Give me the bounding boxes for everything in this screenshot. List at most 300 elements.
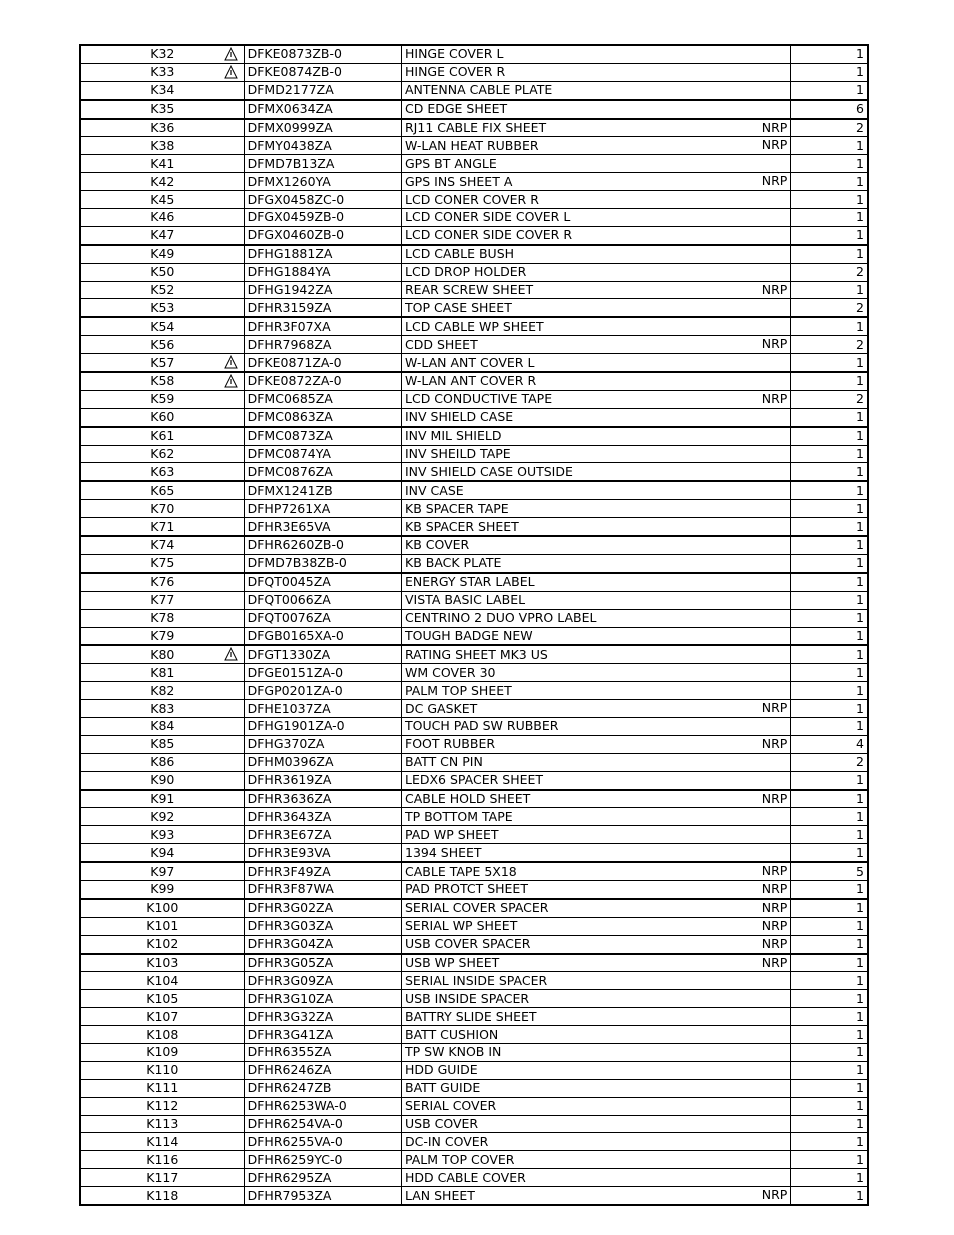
part-number: DFHR3E67ZA <box>244 826 401 844</box>
table-row <box>80 1008 868 1026</box>
quantity: 1 <box>791 1187 868 1205</box>
ref-cell <box>80 1079 244 1097</box>
part-description: INV MIL SHIELD <box>405 428 502 444</box>
quantity: 1 <box>791 954 868 972</box>
part-description: GPS BT ANGLE <box>405 155 497 171</box>
description-cell <box>402 664 791 682</box>
part-number: DFHR3G05ZA <box>244 954 401 972</box>
quantity: 1 <box>791 427 868 445</box>
ref-number: K111 <box>146 1080 179 1096</box>
table-row <box>80 862 868 880</box>
ref-number: K78 <box>150 610 175 626</box>
part-description: DC GASKET <box>405 700 478 716</box>
ref-cell <box>80 209 244 227</box>
part-number: DFGP0201ZA-0 <box>244 682 401 700</box>
table-row <box>80 826 868 844</box>
table-row <box>80 1061 868 1079</box>
description-cell <box>402 281 791 299</box>
quantity: 1 <box>791 536 868 554</box>
quantity: 1 <box>791 137 868 155</box>
part-description: ENERGY STAR LABEL <box>405 574 535 590</box>
nrp-flag: NRP <box>761 790 788 806</box>
quantity: 1 <box>791 917 868 935</box>
part-description: CABLE TAPE 5X18 <box>405 863 517 879</box>
part-description: W-LAN HEAT RUBBER <box>405 137 539 153</box>
description-cell <box>402 844 791 862</box>
ref-cell <box>80 717 244 735</box>
table-row <box>80 609 868 627</box>
part-number: DFKE0874ZB-0 <box>244 63 401 81</box>
table-row <box>80 935 868 953</box>
quantity: 1 <box>791 408 868 426</box>
description-cell <box>402 100 791 119</box>
table-row <box>80 63 868 81</box>
ref-number: K56 <box>150 336 175 352</box>
part-number: DFHR7953ZA <box>244 1187 401 1205</box>
part-description: BATTRY SLIDE SHEET <box>405 1008 537 1024</box>
part-number: DFHR6260ZB-0 <box>244 536 401 554</box>
description-cell <box>402 790 791 808</box>
description-cell <box>402 808 791 826</box>
ref-number: K63 <box>150 463 175 479</box>
description-cell <box>402 354 791 372</box>
part-description: PALM TOP SHEET <box>405 682 512 698</box>
description-cell <box>402 899 791 917</box>
part-description: LCD CONDUCTIVE TAPE <box>405 391 553 407</box>
part-description: USB WP SHEET <box>405 954 500 970</box>
description-cell <box>402 591 791 609</box>
quantity: 1 <box>791 226 868 244</box>
description-cell <box>402 717 791 735</box>
ref-cell <box>80 1026 244 1044</box>
nrp-flag: NRP <box>761 954 788 970</box>
ref-cell <box>80 336 244 354</box>
quantity: 1 <box>791 317 868 335</box>
part-number: DFHR6253WA-0 <box>244 1097 401 1115</box>
ref-number: K54 <box>150 318 175 334</box>
table-row <box>80 972 868 990</box>
description-cell <box>402 862 791 880</box>
table-row <box>80 155 868 173</box>
part-number: DFMD2177ZA <box>244 81 401 99</box>
description-cell <box>402 935 791 953</box>
ref-number: K38 <box>150 137 175 153</box>
table-row <box>80 664 868 682</box>
quantity: 1 <box>791 554 868 572</box>
ref-cell <box>80 1151 244 1169</box>
ref-number: K104 <box>146 972 179 988</box>
ref-number: K35 <box>150 101 175 117</box>
ref-cell <box>80 100 244 119</box>
ref-number: K82 <box>150 682 175 698</box>
description-cell <box>402 463 791 481</box>
table-row <box>80 281 868 299</box>
quantity: 1 <box>791 1026 868 1044</box>
ref-number: K107 <box>146 1008 179 1024</box>
part-number: DFHR7968ZA <box>244 336 401 354</box>
part-number: DFGX0458ZC-0 <box>244 191 401 209</box>
ref-number: K113 <box>146 1115 179 1131</box>
ref-cell <box>80 299 244 317</box>
part-description: HINGE COVER L <box>405 46 504 62</box>
ref-number: K32 <box>150 46 175 62</box>
ref-number: K70 <box>150 500 175 516</box>
table-row <box>80 899 868 917</box>
part-description: LCD CABLE WP SHEET <box>405 318 544 334</box>
nrp-flag: NRP <box>761 281 788 297</box>
part-description: 1394 SHEET <box>405 844 482 860</box>
quantity: 1 <box>791 191 868 209</box>
ref-cell <box>80 735 244 753</box>
ref-cell <box>80 990 244 1008</box>
ref-number: K99 <box>150 881 175 897</box>
description-cell <box>402 1115 791 1133</box>
table-row <box>80 954 868 972</box>
description-cell <box>402 481 791 499</box>
table-row <box>80 627 868 645</box>
part-description: FOOT RUBBER <box>405 736 496 752</box>
part-description: W-LAN ANT COVER L <box>405 354 535 370</box>
part-description: BATT CUSHION <box>405 1026 499 1042</box>
part-description: SERIAL INSIDE SPACER <box>405 972 548 988</box>
ref-cell <box>80 1061 244 1079</box>
table-row <box>80 1043 868 1061</box>
part-number: DFHR3E93VA <box>244 844 401 862</box>
quantity: 1 <box>791 682 868 700</box>
part-description: SERIAL COVER <box>405 1098 497 1114</box>
nrp-flag: NRP <box>761 1187 788 1203</box>
part-description: W-LAN ANT COVER R <box>405 373 537 389</box>
part-description: REAR SCREW SHEET <box>405 282 534 298</box>
part-number: DFGB0165XA-0 <box>244 627 401 645</box>
part-description: WM COVER 30 <box>405 664 496 680</box>
ref-cell <box>80 1187 244 1205</box>
part-description: USB INSIDE SPACER <box>405 990 530 1006</box>
description-cell <box>402 1133 791 1151</box>
part-number: DFMC0874YA <box>244 445 401 463</box>
ref-number: K58 <box>150 373 175 389</box>
table-row <box>80 771 868 789</box>
table-row <box>80 518 868 536</box>
quantity: 1 <box>791 990 868 1008</box>
description-cell <box>402 209 791 227</box>
table-row <box>80 1133 868 1151</box>
ref-number: K49 <box>150 246 175 262</box>
description-cell <box>402 954 791 972</box>
description-cell <box>402 1187 791 1205</box>
nrp-flag: NRP <box>761 880 788 896</box>
ref-number: K42 <box>150 173 175 189</box>
description-cell <box>402 1026 791 1044</box>
ref-cell <box>80 972 244 990</box>
ref-cell <box>80 1115 244 1133</box>
table-row <box>80 209 868 227</box>
part-description: SERIAL COVER SPACER <box>405 900 549 916</box>
table-row <box>80 137 868 155</box>
part-number: DFKE0872ZA-0 <box>244 372 401 390</box>
part-description: CENTRINO 2 DUO VPRO LABEL <box>405 610 597 626</box>
table-row <box>80 100 868 119</box>
ref-number: K34 <box>150 82 175 98</box>
table-row <box>80 500 868 518</box>
part-description: LEDX6 SPACER SHEET <box>405 772 544 788</box>
part-number: DFMX0634ZA <box>244 100 401 119</box>
part-number: DFHR3G32ZA <box>244 1008 401 1026</box>
part-description: GPS INS SHEET A <box>405 173 513 189</box>
quantity: 1 <box>791 627 868 645</box>
quantity: 1 <box>791 808 868 826</box>
ref-number: K117 <box>146 1169 179 1185</box>
description-cell <box>402 1169 791 1187</box>
ref-number: K101 <box>146 918 179 934</box>
description-cell <box>402 826 791 844</box>
part-description: TOUCH PAD SW RUBBER <box>405 718 559 734</box>
part-number: DFMX0999ZA <box>244 119 401 137</box>
ref-cell <box>80 899 244 917</box>
description-cell <box>402 137 791 155</box>
quantity: 1 <box>791 899 868 917</box>
part-number: DFKE0873ZB-0 <box>244 45 401 63</box>
ref-number: K112 <box>146 1098 179 1114</box>
ref-cell <box>80 481 244 499</box>
table-row <box>80 573 868 591</box>
quantity: 1 <box>791 880 868 898</box>
part-description: LCD CONER SIDE COVER L <box>405 209 571 225</box>
table-row <box>80 735 868 753</box>
part-number: DFHR3636ZA <box>244 790 401 808</box>
warning-triangle-icon <box>224 647 238 661</box>
table-row <box>80 591 868 609</box>
part-description: HINGE COVER R <box>405 64 506 80</box>
table-row <box>80 880 868 898</box>
quantity: 1 <box>791 354 868 372</box>
ref-cell <box>80 1133 244 1151</box>
description-cell <box>402 63 791 81</box>
quantity: 1 <box>791 573 868 591</box>
table-row <box>80 408 868 426</box>
description-cell <box>402 735 791 753</box>
description-cell <box>402 990 791 1008</box>
ref-cell <box>80 771 244 789</box>
ref-number: K45 <box>150 191 175 207</box>
ref-cell <box>80 645 244 663</box>
description-cell <box>402 427 791 445</box>
description-cell <box>402 245 791 263</box>
ref-number: K83 <box>150 700 175 716</box>
part-description: BATT CN PIN <box>405 754 483 770</box>
description-cell <box>402 500 791 518</box>
part-description: TOP CASE SHEET <box>405 299 512 315</box>
part-number: DFHR6246ZA <box>244 1061 401 1079</box>
part-number: DFMC0863ZA <box>244 408 401 426</box>
table-row <box>80 536 868 554</box>
ref-number: K77 <box>150 592 175 608</box>
ref-cell <box>80 844 244 862</box>
part-number: DFQT0066ZA <box>244 591 401 609</box>
ref-number: K114 <box>146 1133 179 1149</box>
ref-number: K103 <box>146 954 179 970</box>
ref-cell <box>80 226 244 244</box>
ref-cell <box>80 354 244 372</box>
part-description: KB SPACER TAPE <box>405 500 509 516</box>
ref-number: K79 <box>150 627 175 643</box>
ref-cell <box>80 880 244 898</box>
table-row <box>80 1187 868 1205</box>
ref-cell <box>80 119 244 137</box>
quantity: 1 <box>791 155 868 173</box>
ref-cell <box>80 1169 244 1187</box>
quantity: 1 <box>791 518 868 536</box>
ref-cell <box>80 591 244 609</box>
table-row <box>80 1097 868 1115</box>
table-row <box>80 645 868 663</box>
warning-triangle-icon <box>224 65 238 79</box>
ref-number: K74 <box>150 537 175 553</box>
table-row <box>80 717 868 735</box>
quantity: 2 <box>791 263 868 281</box>
table-row <box>80 119 868 137</box>
part-description: PAD WP SHEET <box>405 826 499 842</box>
ref-cell <box>80 609 244 627</box>
part-number: DFMD7B13ZA <box>244 155 401 173</box>
part-number: DFGX0459ZB-0 <box>244 209 401 227</box>
quantity: 4 <box>791 735 868 753</box>
table-row <box>80 481 868 499</box>
ref-number: K50 <box>150 264 175 280</box>
ref-cell <box>80 808 244 826</box>
ref-cell <box>80 935 244 953</box>
quantity: 1 <box>791 1169 868 1187</box>
quantity: 1 <box>791 1061 868 1079</box>
table-row <box>80 554 868 572</box>
part-description: VISTA BASIC LABEL <box>405 592 526 608</box>
part-number: DFHR3G09ZA <box>244 972 401 990</box>
ref-cell <box>80 81 244 99</box>
nrp-flag: NRP <box>761 119 788 135</box>
part-number: DFHG1901ZA-0 <box>244 717 401 735</box>
quantity: 2 <box>791 753 868 771</box>
ref-cell <box>80 137 244 155</box>
table-row <box>80 753 868 771</box>
table-row <box>80 317 868 335</box>
part-description: KB BACK PLATE <box>405 555 502 571</box>
table-row <box>80 427 868 445</box>
nrp-flag: NRP <box>761 137 788 153</box>
ref-number: K118 <box>146 1187 179 1203</box>
part-description: INV SHIELD CASE <box>405 409 514 425</box>
ref-cell <box>80 1008 244 1026</box>
ref-cell <box>80 862 244 880</box>
ref-cell <box>80 500 244 518</box>
quantity: 5 <box>791 862 868 880</box>
ref-cell <box>80 263 244 281</box>
ref-cell <box>80 682 244 700</box>
description-cell <box>402 155 791 173</box>
description-cell <box>402 1097 791 1115</box>
ref-number: K94 <box>150 844 175 860</box>
ref-number: K86 <box>150 754 175 770</box>
table-row <box>80 263 868 281</box>
table-row <box>80 844 868 862</box>
ref-cell <box>80 281 244 299</box>
description-cell <box>402 408 791 426</box>
table-row <box>80 1026 868 1044</box>
part-number: DFKE0871ZA-0 <box>244 354 401 372</box>
part-description: INV SHIELD CASE OUTSIDE <box>405 463 573 479</box>
ref-number: K97 <box>150 863 175 879</box>
quantity: 2 <box>791 119 868 137</box>
ref-number: K71 <box>150 518 175 534</box>
part-description: INV CASE <box>405 482 464 498</box>
quantity: 1 <box>791 245 868 263</box>
quantity: 1 <box>791 972 868 990</box>
ref-number: K84 <box>150 718 175 734</box>
description-cell <box>402 645 791 663</box>
quantity: 1 <box>791 664 868 682</box>
part-number: DFHR3G03ZA <box>244 917 401 935</box>
part-number: DFHR3G41ZA <box>244 1026 401 1044</box>
quantity: 2 <box>791 336 868 354</box>
quantity: 1 <box>791 445 868 463</box>
part-number: DFHR3643ZA <box>244 808 401 826</box>
ref-number: K52 <box>150 282 175 298</box>
quantity: 1 <box>791 63 868 81</box>
part-description: TOUGH BADGE NEW <box>405 627 533 643</box>
nrp-flag: NRP <box>761 935 788 951</box>
ref-number: K75 <box>150 555 175 571</box>
quantity: 1 <box>791 281 868 299</box>
part-number: DFHR3G10ZA <box>244 990 401 1008</box>
quantity: 1 <box>791 1115 868 1133</box>
ref-number: K53 <box>150 299 175 315</box>
part-number: DFHG1881ZA <box>244 245 401 263</box>
table-row <box>80 790 868 808</box>
part-description: CABLE HOLD SHEET <box>405 790 531 806</box>
part-number: DFHG1884YA <box>244 263 401 281</box>
quantity: 1 <box>791 790 868 808</box>
part-description: PALM TOP COVER <box>405 1151 515 1167</box>
warning-triangle-icon <box>224 374 238 388</box>
nrp-flag: NRP <box>761 336 788 352</box>
description-cell <box>402 45 791 63</box>
quantity: 1 <box>791 826 868 844</box>
description-cell <box>402 554 791 572</box>
part-number: DFGX0460ZB-0 <box>244 226 401 244</box>
quantity: 1 <box>791 1008 868 1026</box>
quantity: 1 <box>791 1151 868 1169</box>
part-description: HDD CABLE COVER <box>405 1169 526 1185</box>
part-number: DFMC0685ZA <box>244 390 401 408</box>
table-row <box>80 808 868 826</box>
ref-cell <box>80 1097 244 1115</box>
ref-cell <box>80 573 244 591</box>
ref-number: K116 <box>146 1151 179 1167</box>
quantity: 6 <box>791 100 868 119</box>
ref-cell <box>80 536 244 554</box>
part-number: DFMX1260YA <box>244 173 401 191</box>
nrp-flag: NRP <box>761 899 788 915</box>
table-row <box>80 226 868 244</box>
description-cell <box>402 336 791 354</box>
part-number: DFHG370ZA <box>244 735 401 753</box>
description-cell <box>402 1008 791 1026</box>
table-row <box>80 990 868 1008</box>
description-cell <box>402 753 791 771</box>
part-number: DFMX1241ZB <box>244 481 401 499</box>
quantity: 1 <box>791 700 868 718</box>
quantity: 1 <box>791 591 868 609</box>
part-description: KB SPACER SHEET <box>405 518 519 534</box>
